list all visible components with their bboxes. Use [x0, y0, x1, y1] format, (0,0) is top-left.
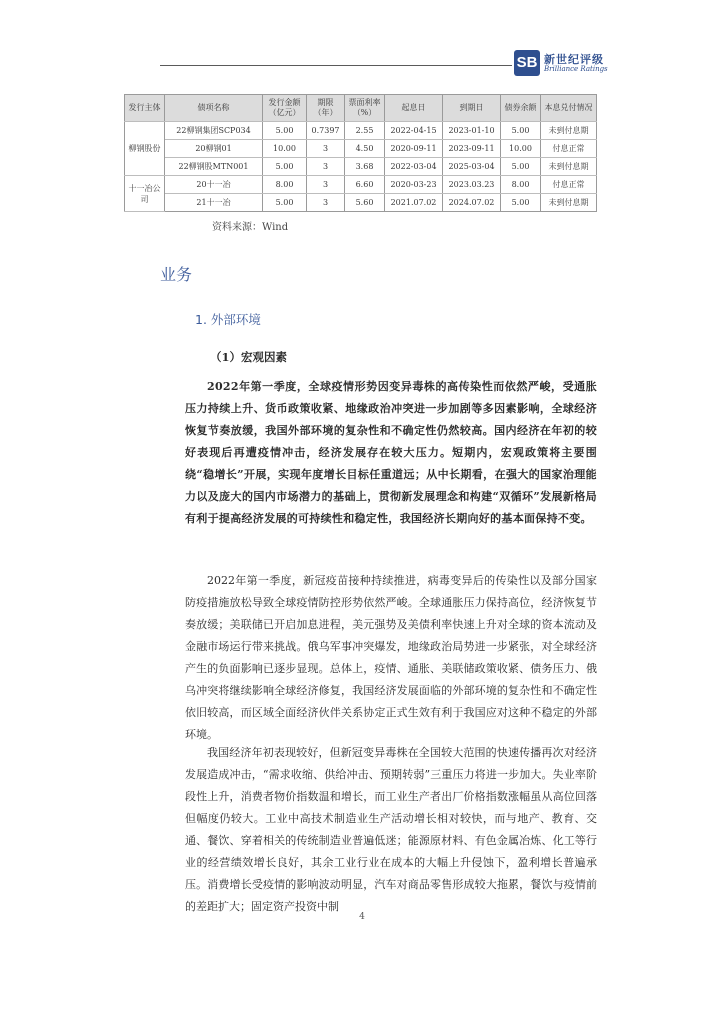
- balance-cell: 5.00: [501, 122, 541, 140]
- summary-paragraph: 2022年第一季度，全球疫情形势因变异毒株的高传染性而依然严峻，受通胀压力持续上升、货币政策收紧、地缘政治冲突进一步加剧等多因素影响，全球经济恢复节奏放缓，我国外部环境的复杂性和不确定性仍然较高。国内经济在年初的较好表现后再遭疫情冲击，经济发展存在较大压力。短期内，宏观政策将主要围绕“稳增长”开展，实现年度增长目标任重道远；从中长期看，在强大的国家治理能力以及庞大的国内市场潜力的基础上，贯彻新发展理念和构建“双循环”发展新格局有利于提高经济发展的可持续性和稳定性，我国经济长期向好的基本面保持不变。: [185, 380, 597, 525]
- column-header: 期限（年）: [307, 95, 345, 122]
- amount-cell: 10.00: [263, 140, 307, 158]
- status-cell: 未到付息期: [541, 122, 597, 140]
- body-paragraph: 2022年第一季度，新冠疫苗接种持续推进，病毒变异后的传染性以及部分国家防疫措施放松导致全球疫情防控形势依然严峻。全球通胀压力保持高位，经济恢复节奏放缓；美联储已开启加息进程，美元强势及美债利率快速上升对全球的资本流动及金融市场运行带来挑战。俄乌军事冲突爆发，地缘政治局势进一步紧张，对全球经济产生的负面影响已逐步显现。总体上，疫情、通胀、美联储政策收紧、债务压力、俄乌冲突将继续影响全球经济修复，我国经济发展面临的外部环境的复杂性和不确定性依旧较高，而区域全面经济伙伴关系协定正式生效有利于我国应对这种不稳定的外部环境。: [185, 574, 597, 741]
- rate-cell: 4.50: [345, 140, 385, 158]
- table-row: [125, 140, 597, 158]
- term-cell: 0.7397: [307, 122, 345, 140]
- status-cell: 付息正常: [541, 176, 597, 194]
- amount-cell: 8.00: [263, 176, 307, 194]
- column-header: 债项名称: [165, 95, 263, 122]
- bond-name-cell: 20十一冶: [165, 176, 263, 194]
- start-date-cell: 2020-03-23: [385, 176, 443, 194]
- end-date-cell: 2024.07.02: [443, 194, 501, 212]
- start-date-cell: 2022-03-04: [385, 158, 443, 176]
- column-header: 发行主体: [125, 95, 165, 122]
- column-header: 本息兑付情况: [541, 95, 597, 122]
- balance-cell: 5.00: [501, 158, 541, 176]
- column-header: 发行金额（亿元）: [263, 95, 307, 122]
- table-row: [125, 194, 597, 212]
- table-row: [125, 158, 597, 176]
- column-header: 到期日: [443, 95, 501, 122]
- table-row: [125, 122, 597, 140]
- amount-cell: 5.00: [263, 158, 307, 176]
- amount-cell: 5.00: [263, 194, 307, 212]
- balance-cell: 10.00: [501, 140, 541, 158]
- status-cell: 付息正常: [541, 140, 597, 158]
- logo-name: 新世纪评级: [544, 53, 604, 66]
- column-header: 债券余额: [501, 95, 541, 122]
- term-cell: 3: [307, 140, 345, 158]
- start-date-cell: 2022-04-15: [385, 122, 443, 140]
- rate-cell: 2.55: [345, 122, 385, 140]
- status-cell: 未到付息期: [541, 158, 597, 176]
- end-date-cell: 2025-03-04: [443, 158, 501, 176]
- page-number: 4: [359, 912, 365, 922]
- column-header: 票面利率（%）: [345, 95, 385, 122]
- balance-cell: 8.00: [501, 176, 541, 194]
- table-source-note: 资料来源：Wind: [212, 222, 289, 233]
- issuer-cell: 柳钢股份: [125, 122, 165, 176]
- subsection-title: 1. 外部环境: [195, 312, 261, 327]
- term-cell: 3: [307, 176, 345, 194]
- logo-subtitle: Brilliance Ratings: [544, 65, 608, 73]
- section-title: 业务: [160, 265, 193, 284]
- term-cell: 3: [307, 158, 345, 176]
- bond-name-cell: 22柳钢股MTN001: [165, 158, 263, 176]
- start-date-cell: 2020-09-11: [385, 140, 443, 158]
- table-row: [125, 176, 597, 194]
- column-header: 起息日: [385, 95, 443, 122]
- subsubsection-title: （1）宏观因素: [210, 350, 288, 364]
- bond-name-cell: 21十一冶: [165, 194, 263, 212]
- body-paragraph: 我国经济年初表现较好，但新冠变异毒株在全国较大范围的快速传播再次对经济发展造成冲击，“需求收缩、供给冲击、预期转弱”三重压力将进一步加大。失业率阶段性上升，消费者物价指数温和增长，而工业生产者出厂价格指数涨幅虽从高位回落但幅度仍较大。工业中高技术制造业生产活动增长相对较快，而与地产、教育、交通、餐饮、穿着相关的传统制造业普遍低迷；能源原材料、有色金属冶炼、化工等行业的经营绩效增长良好，其余工业行业在成本的大幅上升侵蚀下，盈利增长普遍承压。消费增长受疫情的影响波动明显，汽车对商品零售形成较大拖累，餐饮与疫情前的差距扩大；固定资产投资中制: [185, 746, 597, 913]
- bond-name-cell: 22柳钢集团SCP034: [165, 122, 263, 140]
- bond-name-cell: 20柳钢01: [165, 140, 263, 158]
- end-date-cell: 2023-09-11: [443, 140, 501, 158]
- balance-cell: 5.00: [501, 194, 541, 212]
- rate-cell: 5.60: [345, 194, 385, 212]
- header-rule: [160, 65, 512, 66]
- end-date-cell: 2023.03.23: [443, 176, 501, 194]
- logo-mark-icon: SB: [514, 50, 540, 76]
- start-date-cell: 2021.07.02: [385, 194, 443, 212]
- company-logo: [514, 50, 608, 78]
- issuer-cell: 十一冶公司: [125, 176, 165, 212]
- rate-cell: 3.68: [345, 158, 385, 176]
- rate-cell: 6.60: [345, 176, 385, 194]
- term-cell: 3: [307, 194, 345, 212]
- end-date-cell: 2023-01-10: [443, 122, 501, 140]
- status-cell: 未到付息期: [541, 194, 597, 212]
- amount-cell: 5.00: [263, 122, 307, 140]
- bond-table: [124, 94, 597, 212]
- table-header-row: [125, 95, 597, 122]
